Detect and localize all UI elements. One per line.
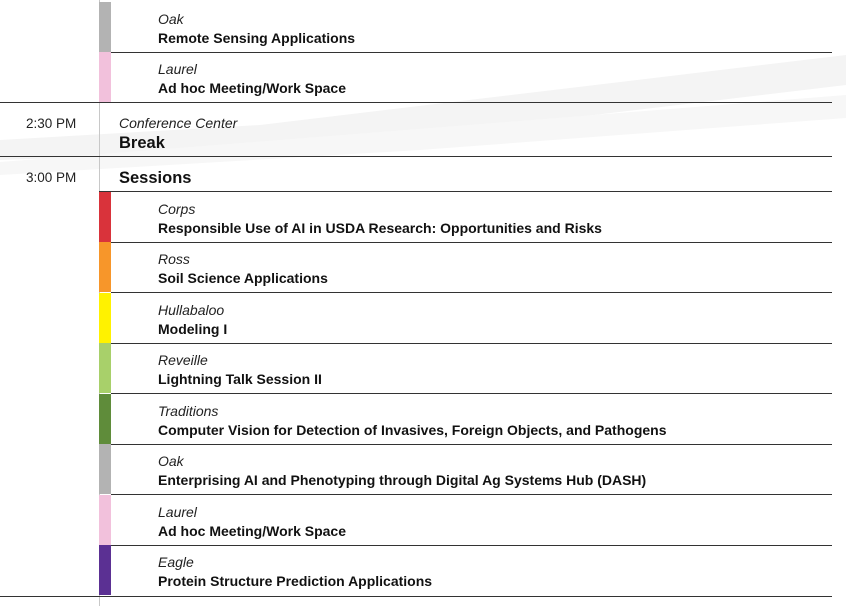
session-color-bar (99, 242, 111, 292)
session-row[interactable] (99, 192, 832, 243)
session-row[interactable] (99, 343, 832, 394)
session-row[interactable] (99, 2, 832, 53)
session-color-bar (99, 444, 111, 494)
time-label: 2:30 PM (26, 116, 77, 131)
session-room: Hullabaloo (158, 302, 225, 318)
session-color-bar (99, 545, 111, 595)
session-color-bar (99, 495, 111, 545)
session-title: Enterprising AI and Phenotyping through Digital Ag Systems Hub (DASH) (158, 472, 647, 488)
session-title: Lightning Talk Session II (158, 371, 322, 387)
session-title: Protein Structure Prediction Applications (158, 573, 433, 589)
session-title: Modeling I (158, 321, 228, 337)
session-row[interactable] (99, 293, 832, 344)
session-row[interactable] (99, 394, 832, 445)
block-divider (0, 156, 832, 157)
session-color-bar (99, 394, 111, 444)
session-room: Oak (158, 11, 184, 27)
session-room: Traditions (158, 403, 219, 419)
session-room: Laurel (158, 504, 197, 520)
session-color-bar (99, 52, 111, 102)
session-row[interactable] (99, 495, 832, 546)
session-title: Remote Sensing Applications (158, 30, 356, 46)
session-room: Eagle (158, 554, 194, 570)
session-title: Computer Vision for Detection of Invasives, Foreign Objects, and Pathogens (158, 422, 667, 438)
session-color-bar (99, 192, 111, 242)
session-room: Laurel (158, 61, 197, 77)
session-row[interactable] (99, 242, 832, 293)
time-label: 3:00 PM (26, 170, 77, 185)
session-title: Ad hoc Meeting/Work Space (158, 80, 346, 96)
session-room: Corps (158, 201, 196, 217)
session-color-bar (99, 343, 111, 393)
session-room: Oak (158, 453, 184, 469)
session-row[interactable] (99, 52, 832, 103)
block-title: Sessions (119, 169, 192, 187)
session-title: Responsible Use of AI in USDA Research: Opportunities and Risks (158, 220, 602, 236)
session-color-bar (99, 2, 111, 52)
session-row[interactable] (99, 444, 832, 495)
block-title: Break (119, 134, 165, 152)
block-divider (0, 102, 832, 103)
session-color-bar (99, 293, 111, 343)
session-row[interactable] (99, 545, 832, 596)
session-room: Reveille (158, 352, 208, 368)
session-title: Ad hoc Meeting/Work Space (158, 523, 346, 539)
session-title: Soil Science Applications (158, 270, 328, 286)
block-divider (0, 596, 832, 597)
block-room: Conference Center (119, 115, 238, 131)
session-room: Ross (158, 251, 190, 267)
